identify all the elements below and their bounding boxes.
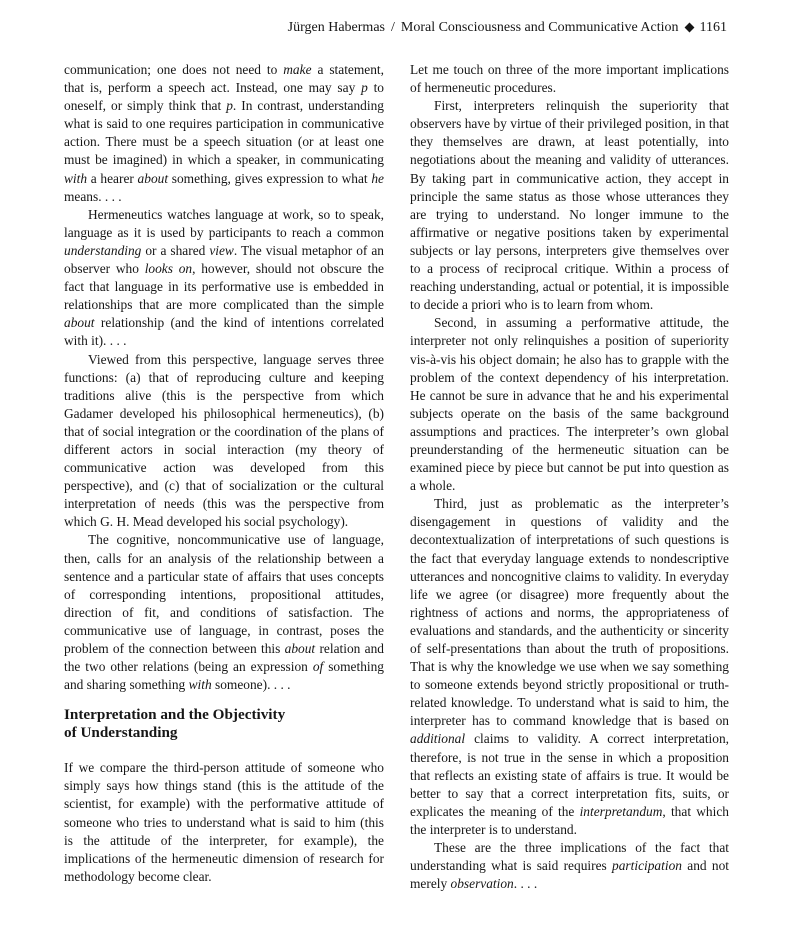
left-after-heading [64,759,384,886]
right-column [410,61,729,893]
header-author: Jürgen Habermas [287,20,385,35]
body-paragraph: Hermeneutics watches language at work, so to speak, language as it is used by participants to reach a common understanding or a shared view. The visual metaphor of an observer who looks on, however, should not obscure the fact that language in its performative use is embedded in relationships that are more complicated than the simple about relationship (and the kind of intentions correlated with it). . . . [64,206,384,349]
section-heading-line2: of Understanding [64,724,178,742]
diamond-icon [684,22,694,32]
body-paragraph: If we compare the third-person attitude of someone who simply says how things stand (this is the attitude of the scientist, for example) with the performative attitude of someone who tries to understand what is said to him (this is the attitude of the interpreter, for example), the implications of the hermeneutic dimension of research for methodology become clear. [64,760,384,884]
body-paragraph: Viewed from this perspective, language serves three functions: (a) that of reproducing culture and keeping traditions alive (this is the perspective from which Gadamer developed his philosophical hermeneutics), (b) that of social integration or the coordination of the plans of different actors in social interaction (my theory of communicative action was developed from this perspective), and (c) that of socialization or the cultural interpretation of needs (this was the perspective from which G. H. Mead developed his social psychology). [64,351,384,530]
body-paragraph: These are the three implications of the fact that understanding what is said requires participation and not merely observation. . . . [410,840,730,892]
header-title: Moral Consciousness and Communicative Action [400,20,679,35]
left-paragraphs [64,61,384,694]
body-paragraph: The cognitive, noncommunicative use of language, then, calls for an analysis of the relationship between a sentence and a particular state of affairs that uses concepts of corresponding intentions, propositional attitudes, direction of fit, and conditions of satisfaction. The communicative use of language, in contrast, poses the problem of the connection between this about relation and the two other relations (being an expression of something and sharing something with someone). . . . [64,532,385,693]
right-paragraphs [410,61,729,893]
header-separator: / [390,20,395,35]
section-heading-line1: Interpretation and the Objectivity [64,706,286,724]
body-paragraph: Second, in assuming a performative attitude, the interpreter not only relinquishes a position of superiority vis-à-vis his object domain; he also has to grapple with the problem of the context dependency of his interpretation. He cannot be sure in advance that he and his experimental subjects operate on the basis of the same background assumptions and practices. The interpreter’s own global preunderstanding of the hermeneutic situation can be examined piece by piece but cannot be put into question as a whole. [410,315,729,494]
body-paragraph: Let me touch on three of the more important implications of hermeneutic procedures. [410,62,729,96]
left-column [64,61,384,886]
body-paragraph: Third, just as problematic as the interpreter’s disengagement in questions of validity and the decontextualization of interpretations of such questions is the fact that everyday language extends to nondescriptive utterances and noncognitive claims to validity. In everyday life we agree (or disagree) more frequently about the rightness of actions and norms, the appropriateness of evaluations and standards, and the authenticity or sincerity of self-presentations than about the truth of propositions. That is why the knowledge we use when we say something to someone extends beyond strictly propositional or truth-related knowledge. To understand what is said to him, the interpreter has to command knowledge that is based on additional claims to validity. A correct interpretation, therefore, is not true in the sense in which a proposition that reflects an existing state of affairs is true. It would be better to say that a correct interpretation fits, suits, or explicates the meaning of the interpretandum, that which the interpreter is to understand. [410,496,729,837]
section-heading [64,706,384,742]
page-number: 1161 [699,20,727,35]
body-paragraph: First, interpreters relinquish the superiority that observers have by virtue of their privileged position, in that they themselves are drawn, at least potentially, into negotiations about the meaning and validity of utterances. By taking part in communicative action, they accept in principle the same status as those whose utterances they are trying to understand. No longer immune to the affirmative or negative positions taken by experimental subjects or lay persons, interpreters give themselves over to a process of reciprocal critique. Within a process of reaching understanding, actual or potential, it is impossible to decide a priori who is to learn from whom. [410,98,729,313]
running-header [0,19,727,37]
body-paragraph: communication; one does not need to make a statement, that is, perform a speech act. Instead, one may say p to oneself, or simply think that p. In contrast, understanding what is said to one requires participation in communicative action. There must be a speech situation (or at least one must be imagined) in which a speaker, in communicating with a hearer about something, gives expression to what he means. . . . [64,62,384,204]
